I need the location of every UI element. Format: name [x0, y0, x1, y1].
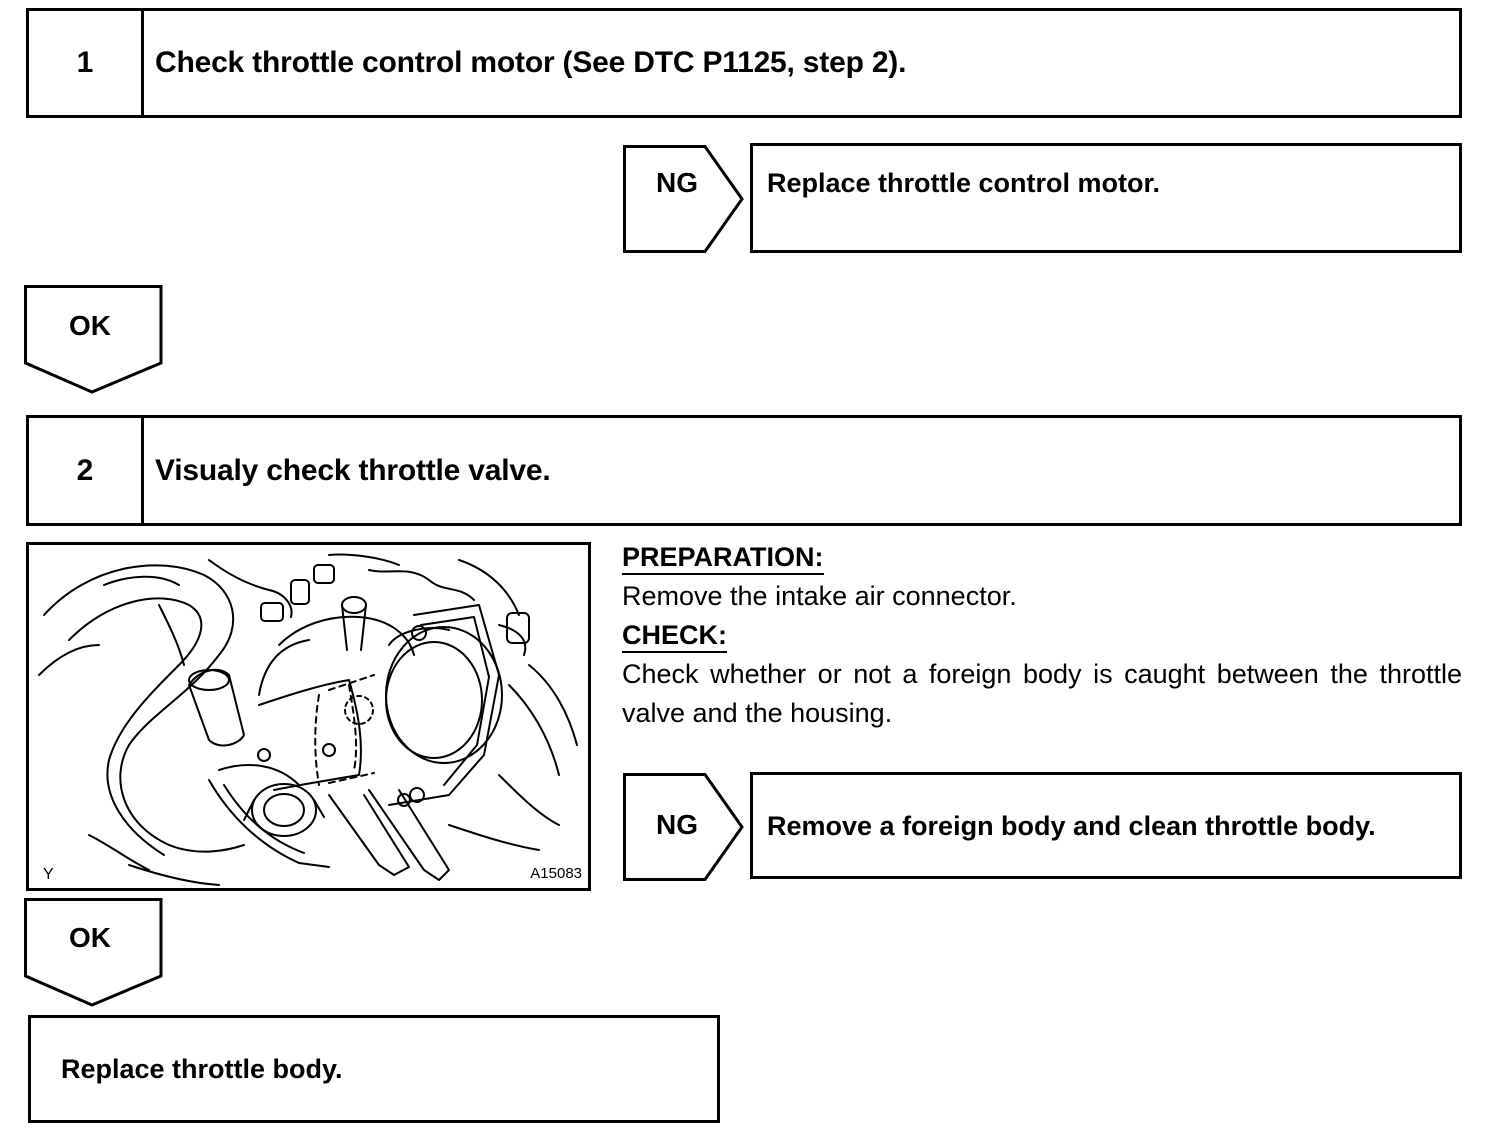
- preparation-text: Remove the intake air connector.: [622, 581, 1017, 611]
- step-2-instructions: [622, 538, 1462, 733]
- step-1-ng-action-box: [750, 143, 1462, 253]
- step-1-ng-label: NG: [656, 167, 698, 198]
- throttle-body-drawing: [29, 545, 588, 888]
- step-2-ng-label: NG: [656, 809, 698, 840]
- preparation-heading: PREPARATION:: [622, 541, 824, 575]
- figure-code: A15083: [530, 865, 582, 882]
- step-1-ng-arrow: [623, 145, 747, 253]
- final-action-text: Replace throttle body.: [61, 1054, 343, 1084]
- step-2-ng-action-text: Remove a foreign body and clean throttle body.: [767, 811, 1376, 841]
- final-action-box: [28, 1015, 720, 1123]
- step-2-box: [26, 415, 1462, 526]
- check-text: Check whether or not a foreign body is caught between the throttle valve and the housing.: [622, 659, 1462, 728]
- step-2-ng-action-box: [750, 772, 1462, 879]
- step-1-box: [26, 8, 1462, 118]
- throttle-body-illustration: [26, 542, 591, 891]
- step-2-number: 2: [29, 418, 144, 523]
- step-1-title: Check throttle control motor (See DTC P1125, step 2).: [155, 46, 907, 79]
- step-2-title: Visualy check throttle valve.: [155, 453, 551, 487]
- step-2-ok-label: OK: [69, 922, 111, 953]
- step-1-number: 1: [29, 11, 144, 115]
- step-1-ng-action-text: Replace throttle control motor.: [767, 168, 1161, 198]
- step-1-ok-label: OK: [69, 310, 111, 341]
- check-heading: CHECK:: [622, 619, 727, 653]
- figure-corner-letter: Y: [43, 866, 54, 883]
